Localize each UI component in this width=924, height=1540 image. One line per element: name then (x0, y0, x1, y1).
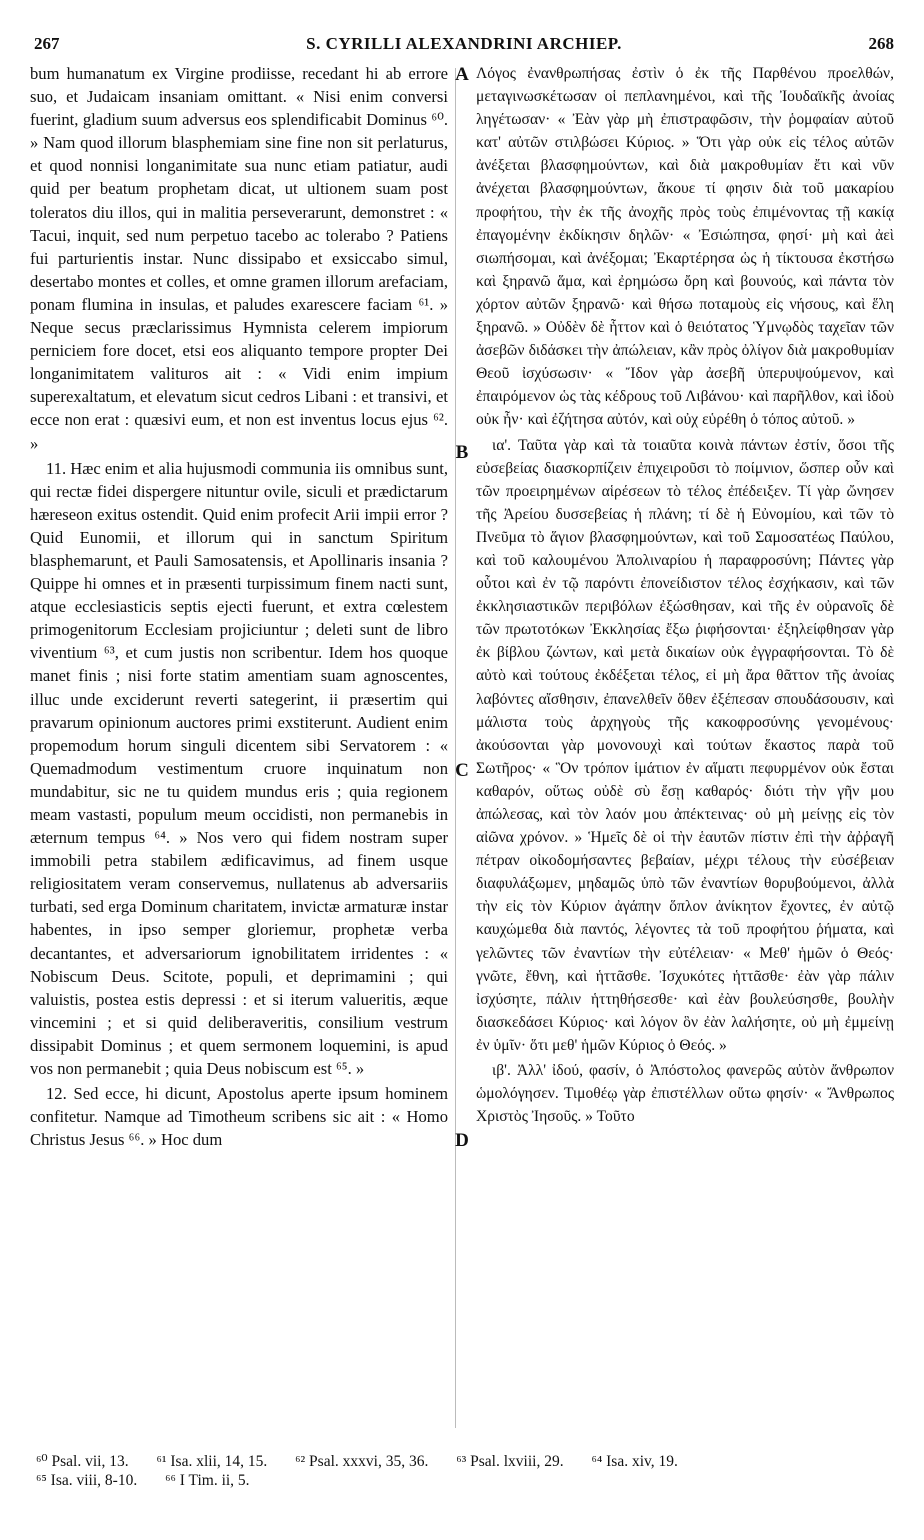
footnote: ⁶⁰ Psal. vii, 13. (36, 1453, 129, 1470)
latin-paragraph: 12. Sed ecce, hi dicunt, Apostolus aperte ipsum hominem confitetur. Namque ad Timotheum scribens sic ait : « Homo Christus Jesus ⁶⁶. » Hoc dum (30, 1084, 448, 1150)
footnote-row (36, 1452, 894, 1471)
footnote: ⁶⁵ Isa. viii, 8-10. (36, 1472, 138, 1489)
footnote: ⁶³ Psal. lxviii, 29. (456, 1453, 564, 1470)
margin-letter-d: D (455, 1130, 469, 1151)
margin-letter-c: C (455, 760, 469, 781)
margin-letter-b: B (455, 442, 469, 463)
greek-paragraph: ια'. Ταῦτα γὰρ καὶ τὰ τοιαῦτα κοινὰ πάντων ἐστίν, ὅσοι τῆς εὐσεβείας διασκορπίζειν ἐπιχειροῦσι τὸ ποίμνιον, ὥσπερ οὖν καὶ τῶν προειρημένων αἱρέσεων τὸ τέλος ἐπέδειξεν. Τί γὰρ ὤνησεν τῆς Ἀρείου δυσσεβείας ἡ πλάνη; τί δὲ ἡ Εὐνομίου, καὶ τῶν τὸ Πνεῦμα τὸ ἅγιον βλασφημούντων, καὶ τοῦ Σαμοσατέως Παύλου, καὶ τοῦ καλουμένου Ἀπολιναρίου ἡ παραφροσύνη; Πάντες γὰρ οὗτοι καὶ ἐν τῷ παρόντι ἐπονείδιστον τέλος ἐσχήκασιν, καὶ τῶν ἐκκλησιαστικῶν περιβόλων ἐξώσθησαν, καὶ τῆς ἐν οὐρανοῖς δὲ τῶν πρωτοτόκων Ἐκκλησίας ἔξω ῥιφήσονται· ἐξηλείφθησαν γὰρ ἐκ βίβλου ζώντων, καὶ μετὰ δικαίων οὐκ ἐγγραφήσονται. Τὸ δὲ αὐτὸ καὶ τούτους ἐκδέξεται τέλος, εἰ μὴ ἄρα θᾶττον τῆς ἀνοίας λαβόντες αἴσθησιν, ἐπανελθεῖν ὅθεν ἐξέπεσαν σπουδάσουσιν, καὶ μάλιστα τοὺς ἀρχηγοὺς τῆς κακοφροσύνης γενομένους· ἀκούσονται γὰρ μονονουχὶ καὶ τούτων ἕκαστος παρὰ τοῦ Σωτῆρος· « Ὃν τρόπον ἱμάτιον ἐν αἵματι πεφυρμένον οὐκ ἔσται καθαρόν, οὕτως οὐδὲ σὺ ἔσῃ καθαρός· διότι τὴν γῆν μου ἀπώλεσας, καὶ τὸν λαόν μου ἀπέκτεινας· οὐ μὴ μείνῃς εἰς τὸν αἰῶνα χρόνον. » Ἡμεῖς δὲ οἱ τὴν ἑαυτῶν πίστιν ἐπὶ τὴν ἀῤῥαγῆ πέτραν οἰκοδομήσαντες βεβαίαν, μέχρι τέλους τὴν εὐσέβειαν διαφυλάξωμεν, μηδαμῶς ὑπὸ τῶν ἐναντίων θορυβούμενοι, ἀλλὰ τὴν εἰς τὸν Κύριον ἀγάπην ὅπλον ἀνίκητον ἔχοντες, ἐν αὐτῷ καυχώμεθα διὰ παντός, λέγοντες τὰ τοῦ προφήτου ῥήματα, καὶ γελῶντες τῶν ἐναντίων τὴν εὐτέλειαν· « Μεθ' ἡμῶν ὁ Θεός· γνῶτε, ἔθνη, καὶ ἡττᾶσθε. Ἰσχυκότες ἡττᾶσθε· ἐὰν γὰρ πάλιν ἰσχύσητε, πάλιν ἡττηθήσεσθε· καὶ ἐὰν βουλεύσησθε, βουλὴν διασκεδάσει Κύριος· καὶ λόγον ὃν ἐὰν λαλήσητε, οὐ μὴ ἐμμείνῃ ἐν ὑμῖν· ὅτι μεθ' ἡμῶν Κύριος ὁ Θεός. » (476, 436, 894, 1054)
column-divider (455, 68, 456, 1428)
running-header (34, 34, 894, 58)
page-number-left: 267 (34, 34, 60, 53)
page-number-right: 268 (868, 34, 894, 53)
footnote-row (36, 1471, 894, 1490)
footnotes (36, 1452, 894, 1490)
greek-paragraph: ιβ'. Ἀλλ' ἰδού, φασίν, ὁ Ἀπόστολος φανερῶς αὐτὸν ἄνθρωπον ὡμολόγησεν. Τιμοθέῳ γὰρ ἐπιστέλλων οὕτω φησίν· « Ἄνθρωπος Χριστὸς Ἰησοῦς. » Τοῦτο (476, 1062, 894, 1126)
latin-column (30, 62, 448, 1434)
greek-column (476, 62, 894, 1434)
margin-letter-a: A (455, 64, 469, 85)
running-title: S. CYRILLI ALEXANDRINI ARCHIEP. (306, 34, 622, 53)
footnote: ⁶⁴ Isa. xiv, 19. (591, 1453, 678, 1470)
footnote: ⁶⁶ I Tim. ii, 5. (165, 1472, 250, 1489)
greek-paragraph: Λόγος ἐνανθρωπήσας ἐστὶν ὁ ἐκ τῆς Παρθένου προελθών, μεταγινωσκέτωσαν οἱ πεπλανημένοι, καὶ τῆς Ἰουδαϊκῆς ἀνοίας ληγέτωσαν· « Ἐὰν γὰρ μὴ ἐπιστραφῶσιν, τὴν ῥομφαίαν αὐτοῦ κατ' αὐτῶν στιλβώσει Κύριος. » Ὅτι γὰρ οὐκ εἰς τέλος αὐτῶν ἀνέξεται βλασφημούντων, καὶ διὰ μακροθυμίαν ἔτι καὶ νῦν ἀνέχεται βλασφημούντων, ἄκουε τί φησιν διὰ τοῦ μακαρίου προφήτου, τὴν ἐκ τῆς ἀνοχῆς πρὸς τοὺς ἐπιμένοντας τῇ κακίᾳ ἐπαγομένην ἐκδίκησιν δηλῶν· « Ἐσιώπησα, φησί· μὴ καὶ ἀεὶ σιωπήσομαι, καὶ ἀνέξομαι; Ἐκαρτέρησα ὡς ἡ τίκτουσα ἐκστήσω καὶ ξηρανῶ ἅμα, καὶ ἐρημώσω ὄρη καὶ βουνούς, καὶ πάντα τὸν χόρτον αὐτῶν ξηρανῶ· καὶ θήσω ποταμοὺς εἰς νήσους, καὶ ἕλη ξηρανῶ. » Οὐδὲν δὲ ἧττον καὶ ὁ θειότατος Ὑμνῳδὸς ταχεῖαν τῶν ἀσεβῶν διδάσκει τὴν ἀπώλειαν, κἂν πρὸς ὀλίγον διὰ μακροθυμίαν Θεοῦ ἰσχύσωσιν· « Ἴδον γὰρ ἀσεβῆ ὑπερυψούμενον, καὶ ἐπαιρόμενον ὡς τὰς κέδρους τοῦ Λιβάνου· καὶ παρῆλθον, καὶ ἰδοὺ οὐκ ἦν· καὶ ἐζήτησα αὐτόν, καὶ οὐχ εὑρέθη ὁ τόπος αὐτοῦ. » (476, 65, 894, 429)
latin-paragraph: 11. Hæc enim et alia hujusmodi communia iis omnibus sunt, qui rectæ fidei dispergere nituntur ovile, siculi et prædictarum hæreseon exitus ostendit. Quid enim profecit Arii impii error ? Quid Eunomii, et illorum qui in sanctum Spiritum blasphemarunt, et Pauli Samosatensis, et Apollinaris insania ? Quippe hi omnes et in præsenti turpissimum finem nacti sunt, atque ecclesiasticis septis ejecti fuerunt, et extra cœlestem primogenitorum Ecclesiam projiciuntur ; deleti sunt de libro viventium ⁶³, et cum justis non scribentur. Idem hos quoque manet finis ; nisi forte statim amentiam suam agnoscentes, illuc unde exciderunt reverti sategerint, ii præsertim qui pravarum opinionum auctores primi exstiterunt. Audient enim propemodum horum singuli dicentem sibi Servatorem : « Quemadmodum vestimentum cruore inquinatum non mundabitur, sic ne tu quidem mundus eris ; quia regionem meam vastasti, populum meum occidisti, non permanebis in æternum tempus ⁶⁴. » Nos vero qui fidem nostram super immobili petra stabilem ædificavimus, ad finem usque religiositatem veram conservemus, nullatenus ab adversariis turbati, sed erga Dominum charitatem, invictæ armaturæ instar habentes, in ipso semper gloriemur, prophetæ verba decantantes, et adversariorum ignobilitatem irridentes : « Nobiscum Deus. Scitote, populi, et deprimamini ; qui valuistis, postea estis depressi : et si iterum valueritis, æque vincemini ; et si quid deliberaveritis, consilium vestrum dissipabit Dominus ; et quem sermonem loquemini, is apud vos non permanebit ; quia Deus nobiscum est ⁶⁵. » (30, 458, 448, 1079)
footnote: ⁶¹ Isa. xlii, 14, 15. (156, 1453, 268, 1470)
latin-paragraph: bum humanatum ex Virgine prodiisse, recedant hi ab errore suo, et Judaicam insaniam omittant. « Nisi enim conversi fuerint, gladium suum adversus eos splendificabit Dominus ⁶⁰. » Nam quod illorum blasphemiam sine fine non sit perlaturus, et quod nonnisi longanimitate sua nunc etiam patiatur, audi quid per beatum prophetam dicat, ut ultionem suam post toleratos diu illos, qui in malitia perseverarunt, demonstret : « Tacui, inquit, sed num perpetuo tacebo ac tolerabo ? Patiens fui parturientis instar. Nunc dissipabo et exsiccabo simul, desertabo montes et colles, et omne gramen illorum arefaciam, ponam flumina in insulas, et paludes exarescere faciam ⁶¹. » Neque secus præclarissimus Hymnista celerem impiorum perniciem fore docet, etsi eos aliquanto tempore propter Dei longanimitatem valituros ait : « Vidi enim impium superexaltatum, et elevatum sicut cedros Libani : et transivi, et ecce non erat : quæsivi eum, et non est inventus locus ejus ⁶². » (30, 64, 448, 453)
footnote: ⁶² Psal. xxxvi, 35, 36. (295, 1453, 429, 1470)
